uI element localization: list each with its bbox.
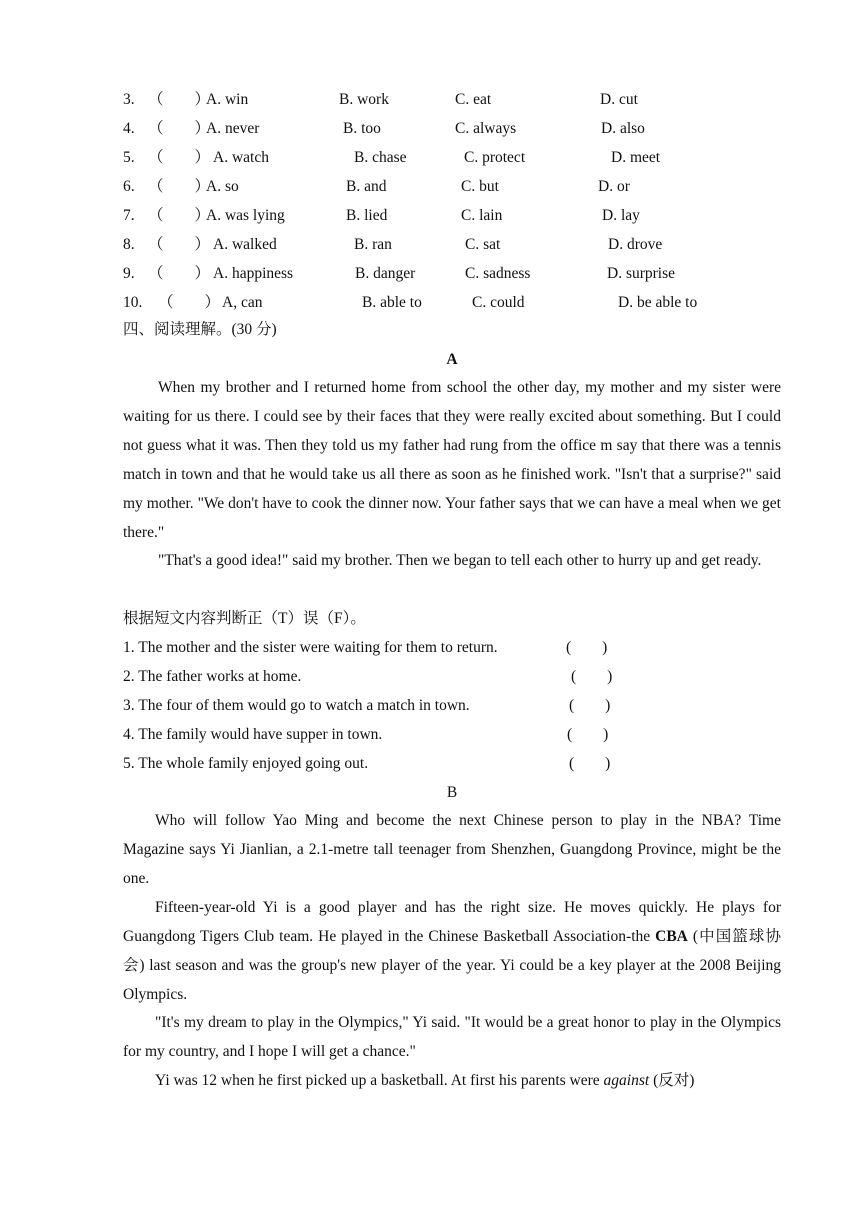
option-b: B. chase [354, 149, 407, 166]
tf-answer-blank: ( ) [566, 639, 608, 656]
option-d: D. drove [608, 236, 663, 253]
question-number: 4. [123, 120, 135, 137]
answer-blank: （ ） [148, 120, 211, 137]
tf-question-text: 3. The four of them would go to watch a match in town. [123, 697, 470, 714]
option-a: A. walked [213, 236, 277, 253]
tf-answer-blank: ( ) [569, 755, 611, 772]
option-c: C. sadness [465, 265, 531, 282]
option-a: A. watch [213, 149, 269, 166]
option-b: B. ran [354, 236, 392, 253]
answer-blank: （ ） [148, 91, 211, 108]
option-d: D. surprise [607, 265, 676, 282]
question-number: 3. [123, 91, 135, 108]
passage-b-paragraph-3: "It's my dream to play in the Olympics," Yi said. "It would be a great honor to play in the Olympics for my country, and I hope I will get a chance." [123, 1014, 781, 1060]
option-b: B. able to [362, 294, 422, 311]
passage-a-paragraph-2: "That's a good idea!" said my brother. Then we began to tell each other to hurry up and get ready. [158, 552, 762, 569]
tf-instruction: 根据短文内容判断正（T）误（F）。 [123, 610, 366, 627]
passage-a-paragraph-1: When my brother and I returned home from school the other day, my mother and my sister were waiting for us there. I could see by their faces that they were really excited about something. But I could not guess what it was. Then they told us my father had rung from the office m say that there was a tennis match in town and that he would take us all there as soon as he finished work. "Isn't that a surprise?" said my mother. "We don't have to cook the dinner now. Your father says that we can have a meal when we get there." [123, 379, 781, 541]
option-c: C. lain [461, 207, 503, 224]
option-a: A, can [222, 294, 263, 311]
option-d: D. also [601, 120, 645, 137]
question-number: 5. [123, 149, 135, 166]
tf-answer-blank: ( ) [567, 726, 609, 743]
question-number: 10. [123, 294, 143, 311]
option-a: A. so [206, 178, 239, 195]
cba-term: CBA [655, 927, 688, 945]
option-d: D. or [598, 178, 630, 195]
option-a: A. happiness [213, 265, 294, 282]
tf-answer-blank: ( ) [569, 697, 611, 714]
answer-blank: （ ） [148, 236, 211, 253]
option-a: A. was lying [206, 207, 285, 224]
option-b: B. lied [346, 207, 388, 224]
option-a: A. win [206, 91, 249, 108]
passage-label: A [446, 351, 458, 368]
answer-blank: （ ） [158, 294, 221, 311]
tf-question-text: 5. The whole family enjoyed going out. [123, 755, 369, 772]
tf-question-text: 4. The family would have supper in town. [123, 726, 383, 743]
option-b: B. too [343, 120, 381, 137]
answer-blank: （ ） [148, 265, 211, 282]
question-number: 8. [123, 236, 135, 253]
paragraph-text: (反对) [649, 1072, 695, 1089]
option-c: C. but [461, 178, 499, 195]
option-c: C. protect [464, 149, 526, 166]
option-c: C. eat [455, 91, 492, 108]
question-number: 9. [123, 265, 135, 282]
option-d: D. lay [602, 207, 640, 224]
option-b: B. and [346, 178, 387, 195]
against-term: against [603, 1072, 650, 1089]
passage-b-paragraph-2 [123, 894, 781, 1010]
option-c: C. could [472, 294, 525, 311]
answer-blank: （ ） [148, 207, 211, 224]
paragraph-text: (中国篮球协会) last season and was the group's new player of the year. Yi could be a key player at the 2008 Beijing Olympics. [123, 927, 781, 1003]
passage-a-label [123, 350, 781, 370]
option-b: B. danger [355, 265, 416, 282]
paragraph-text: Fifteen-year-old Yi is a good player and has the right size. He moves quickly. He plays for Guangdong Tigers Club team. He played in the Chinese Basketball Association-the [123, 899, 781, 945]
section-heading: 四、阅读理解。(30 分) [123, 321, 277, 338]
paragraph-text: Yi was 12 when he first picked up a basketball. At first his parents were [155, 1072, 604, 1089]
option-d: D. be able to [618, 294, 698, 311]
option-d: D. meet [611, 149, 661, 166]
option-c: C. always [455, 120, 517, 137]
tf-question-text: 1. The mother and the sister were waiting for them to return. [123, 639, 498, 656]
tf-answer-blank: ( ) [571, 668, 613, 685]
question-number: 7. [123, 207, 135, 224]
option-b: B. work [339, 91, 389, 108]
option-d: D. cut [600, 91, 638, 108]
tf-question-text: 2. The father works at home. [123, 668, 302, 685]
question-number: 6. [123, 178, 135, 195]
answer-blank: （ ） [148, 178, 211, 195]
option-a: A. never [206, 120, 260, 137]
passage-b-paragraph-1: Who will follow Yao Ming and become the next Chinese person to play in the NBA? Time Magazine says Yi Jianlian, a 2.1-metre tall teenager from Shenzhen, Guangdong Province, might be the one. [123, 812, 781, 887]
option-c: C. sat [465, 236, 501, 253]
answer-blank: （ ） [148, 149, 211, 166]
passage-b-label: B [446, 784, 458, 801]
passage-b-paragraph-4 [123, 1067, 781, 1096]
